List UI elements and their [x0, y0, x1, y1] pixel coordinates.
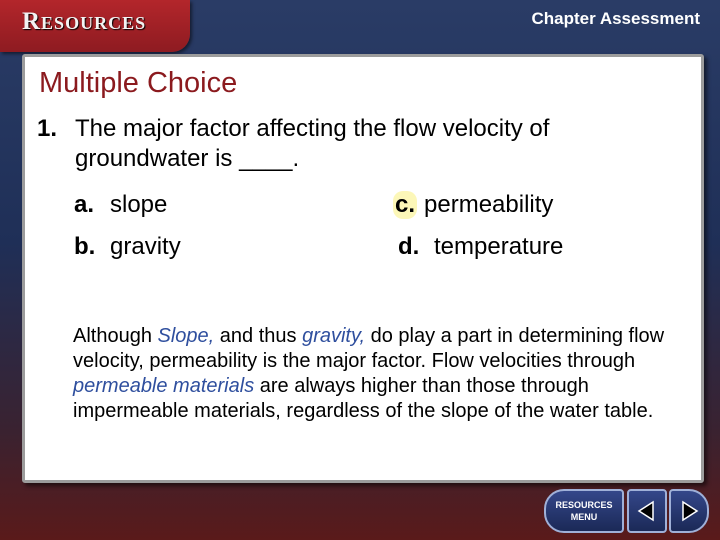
- next-button[interactable]: [669, 489, 709, 533]
- chapter-assessment-label: Chapter Assessment: [531, 9, 700, 28]
- menu-label-line2: MENU: [570, 512, 598, 522]
- option-d-text: temperature: [434, 233, 564, 260]
- option-a[interactable]: [74, 191, 167, 219]
- explanation-part-4: are always higher than those through impermeable materials, regardless of the slope of the water table.: [73, 375, 654, 422]
- resources-menu-button[interactable]: [544, 489, 624, 533]
- option-c-letter-highlight: c.: [395, 191, 416, 218]
- option-c-text: permeability: [424, 191, 554, 218]
- explanation-part-3: do play a part in determining flow velocity, permeability is the major factor. Flow velocities through: [73, 325, 665, 372]
- option-b[interactable]: [74, 233, 181, 261]
- explanation-part-2: and thus: [214, 325, 303, 347]
- menu-label-line1: RESOURCES: [555, 500, 613, 510]
- explanation-term-permeable: permeable materials: [73, 375, 255, 397]
- previous-button[interactable]: [627, 489, 667, 533]
- option-d-letter: d.: [398, 233, 420, 260]
- option-c[interactable]: [393, 191, 553, 219]
- resources-title: Resources: [22, 8, 147, 35]
- explanation-term-slope: Slope,: [157, 325, 215, 347]
- explanation-term-gravity: gravity,: [302, 325, 366, 347]
- option-a-letter: a.: [74, 191, 95, 218]
- question-number: 1.: [37, 115, 58, 142]
- answer-explanation: [73, 324, 693, 424]
- question-text: The major factor affecting the flow velocity of groundwater is ____.: [75, 115, 550, 172]
- explanation-part-1: Although: [73, 325, 158, 347]
- resources-header-tab: [0, 0, 190, 52]
- question-card: [22, 54, 704, 483]
- option-a-text: slope: [110, 191, 168, 218]
- option-d[interactable]: [398, 233, 563, 261]
- triangle-left-icon: [637, 500, 657, 522]
- triangle-right-icon: [679, 500, 699, 522]
- option-b-letter: b.: [74, 233, 96, 260]
- multiple-choice-heading: Multiple Choice: [39, 67, 238, 99]
- option-b-text: gravity: [110, 233, 181, 260]
